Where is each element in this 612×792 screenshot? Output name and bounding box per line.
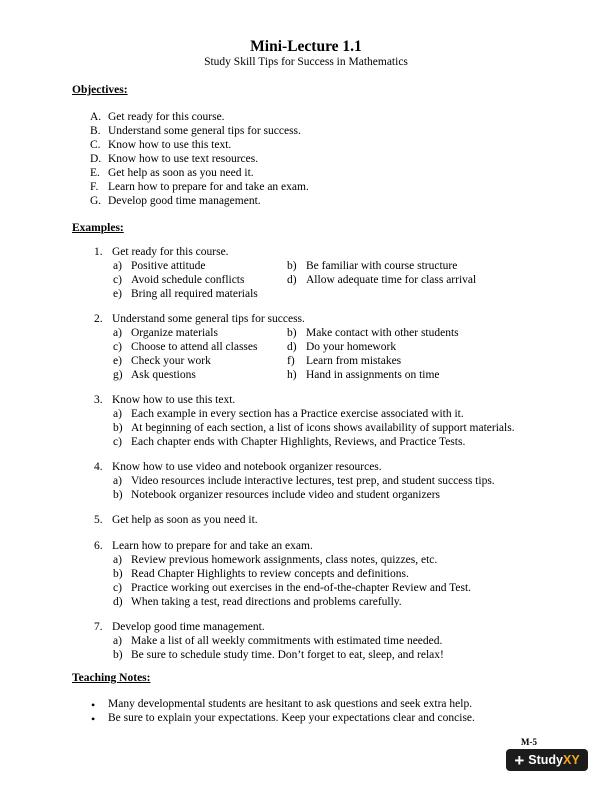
example-sub-text: Ask questions [131, 369, 196, 381]
example-number: 1. [94, 246, 103, 258]
objective-letter: F. [90, 181, 99, 193]
example-sub-label: b) [113, 422, 123, 434]
example-text: Know how to use video and notebook organizer resources. [112, 461, 382, 473]
example-sub-text: Do your homework [306, 341, 397, 353]
example-sub-text: Notebook organizer resources include video and student organizers [131, 489, 441, 501]
example-sub-text: Be sure to schedule study time. Don’t forget to eat, sleep, and relax! [131, 649, 444, 661]
objective-text: Learn how to prepare for and take an exam. [108, 181, 309, 193]
example-number: 2. [94, 313, 103, 325]
objective-text: Develop good time management. [108, 195, 261, 207]
example-sub-label: b) [113, 649, 123, 661]
example-sub-text: Avoid schedule conflicts [131, 274, 245, 286]
example-sub-text: Choose to attend all classes [131, 341, 258, 353]
example-sub-label: a) [113, 260, 122, 272]
objective-text: Get help as soon as you need it. [108, 167, 254, 179]
logo-text-study: Study [528, 753, 563, 767]
objective-letter: A. [90, 111, 102, 123]
example-sub-label: c) [113, 274, 122, 286]
objective-letter: G. [90, 195, 102, 207]
example-sub-text: Review previous homework assignments, class notes, quizzes, etc. [131, 554, 438, 566]
objective-letter: D. [90, 153, 102, 165]
page-number: M-5 [521, 737, 537, 747]
example-text: Get help as soon as you need it. [112, 514, 258, 526]
example-text: Learn how to prepare for and take an exam. [112, 540, 313, 552]
example-sub-label: a) [113, 635, 122, 647]
objective-text: Get ready for this course. [108, 111, 225, 123]
example-sub-text: Allow adequate time for class arrival [306, 274, 477, 286]
example-text: Know how to use this text. [112, 394, 236, 406]
example-sub-label: a) [113, 475, 122, 487]
example-sub-text: Hand in assignments on time [306, 369, 440, 381]
example-number: 3. [94, 394, 103, 406]
example-text: Understand some general tips for success. [112, 313, 305, 325]
example-sub-text: Bring all required materials [131, 288, 258, 300]
plus-icon: + [514, 750, 525, 770]
example-number: 4. [94, 461, 103, 473]
example-sub-text: Positive attitude [131, 260, 206, 272]
example-sub-text: Each example in every section has a Practice exercise associated with it. [131, 408, 464, 420]
page-title: Mini-Lecture 1.1 [250, 38, 362, 55]
teaching-note: Be sure to explain your expectations. Keep your expectations clear and concise. [108, 712, 475, 724]
example-sub-label: h) [287, 369, 297, 381]
example-sub-text: Each chapter ends with Chapter Highlights, Reviews, and Practice Tests. [131, 436, 466, 448]
example-sub-text: Check your work [131, 355, 211, 367]
example-sub-label: c) [113, 582, 122, 594]
example-sub-text: Video resources include interactive lectures, test prep, and student success tips. [131, 475, 495, 487]
example-number: 7. [94, 621, 103, 633]
objective-text: Understand some general tips for success. [108, 125, 301, 137]
example-sub-text: At beginning of each section, a list of icons shows availability of support materials. [131, 422, 515, 434]
example-sub-label: d) [287, 274, 297, 286]
example-sub-label: g) [113, 369, 123, 381]
logo-text-xy: XY [562, 753, 580, 767]
example-sub-text: Make a list of all weekly commitments with estimated time needed. [131, 635, 443, 647]
example-sub-label: f) [287, 355, 295, 367]
example-sub-text: Learn from mistakes [306, 355, 402, 367]
objective-text: Know how to use text resources. [108, 153, 259, 165]
example-sub-label: b) [113, 568, 123, 580]
example-sub-label: c) [113, 341, 122, 353]
page-subtitle: Study Skill Tips for Success in Mathematics [204, 56, 408, 68]
example-sub-label: a) [113, 554, 122, 566]
example-sub-label: b) [287, 327, 297, 339]
example-number: 5. [94, 514, 103, 526]
example-sub-label: a) [113, 327, 122, 339]
example-number: 6. [94, 540, 103, 552]
bullet-icon: • [91, 698, 96, 712]
example-sub-label: a) [113, 408, 122, 420]
example-text: Get ready for this course. [112, 246, 229, 258]
teaching-note: Many developmental students are hesitant to ask questions and seek extra help. [108, 698, 473, 710]
example-sub-label: d) [113, 596, 123, 608]
bullet-icon: • [91, 712, 96, 726]
example-sub-label: e) [113, 288, 122, 300]
objectives-heading: Objectives: [72, 84, 128, 96]
example-sub-label: b) [113, 489, 123, 501]
example-sub-label: e) [113, 355, 122, 367]
objective-text: Know how to use this text. [108, 139, 232, 151]
examples-heading: Examples: [72, 222, 124, 234]
example-sub-text: When taking a test, read directions and problems carefully. [131, 596, 402, 608]
example-sub-text: Be familiar with course structure [306, 260, 458, 272]
objective-letter: B. [90, 125, 101, 137]
example-sub-text: Practice working out exercises in the end-of-the-chapter Review and Test. [131, 582, 472, 594]
example-sub-label: d) [287, 341, 297, 353]
example-sub-text: Make contact with other students [306, 327, 459, 339]
example-sub-text: Organize materials [131, 327, 218, 339]
objective-letter: C. [90, 139, 101, 151]
teaching-notes-heading: Teaching Notes: [72, 672, 151, 684]
example-text: Develop good time management. [112, 621, 265, 633]
studyxy-logo [506, 749, 588, 771]
example-sub-text: Read Chapter Highlights to review concepts and definitions. [131, 568, 409, 580]
objective-letter: E. [90, 167, 100, 179]
example-sub-label: c) [113, 436, 122, 448]
example-sub-label: b) [287, 260, 297, 272]
